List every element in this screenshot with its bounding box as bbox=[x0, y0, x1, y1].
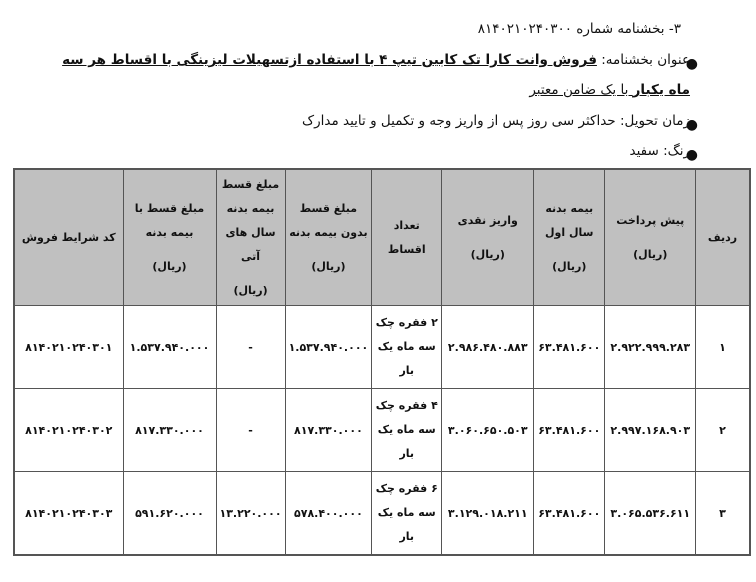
table-row bbox=[14, 389, 750, 472]
cell-prepayment: ۲.۹۲۲.۹۹۹.۲۸۳ bbox=[605, 306, 696, 389]
cell-body-insurance-first-year: ۶۳.۴۸۱.۶۰۰ bbox=[534, 472, 605, 556]
circular-title-line-1 bbox=[62, 52, 690, 68]
header-body-insurance-first-year bbox=[534, 169, 605, 306]
header-insurance-installment-future bbox=[216, 169, 285, 306]
delivery-time: زمان تحویل: حداکثر سی روز پس از واریز وجه و تکمیل و تایید مدارک bbox=[302, 113, 690, 129]
color-info: رنگ: سفید bbox=[629, 143, 690, 159]
header-unit: (ریال) bbox=[633, 247, 668, 261]
header-unit: (ریال) bbox=[152, 259, 187, 273]
table-row bbox=[14, 472, 750, 556]
cell-sale-code: ۸۱۴۰۲۱۰۲۴۰۳۰۱ bbox=[14, 306, 123, 389]
cell-installments-count: ۶ فقره چک سه ماه یک بار bbox=[372, 472, 442, 556]
cell-insurance-installment-future: - bbox=[216, 389, 285, 472]
header-label: بیمه بدنه سال اول bbox=[545, 201, 594, 239]
cell-installment-no-insurance: ۵۷۸.۴۰۰.۰۰۰ bbox=[285, 472, 372, 556]
header-label: ردیف bbox=[707, 230, 738, 244]
sales-conditions-table bbox=[13, 168, 751, 556]
cell-installments-count: ۲ فقره چک سه ماه یک بار bbox=[372, 306, 442, 389]
header-label: مبلغ قسط با بیمه بدنه bbox=[134, 201, 205, 239]
cell-installment-with-insurance: ۱.۵۳۷.۹۴۰.۰۰۰ bbox=[123, 306, 216, 389]
header-unit: (ریال) bbox=[311, 259, 346, 273]
cell-cash-deposit: ۳.۱۲۹.۰۱۸.۲۱۱ bbox=[442, 472, 534, 556]
cell-installment-with-insurance: ۵۹۱.۶۲۰.۰۰۰ bbox=[123, 472, 216, 556]
cell-prepayment: ۳.۰۶۵.۵۳۶.۶۱۱ bbox=[605, 472, 696, 556]
header-label: واریز نقدی bbox=[457, 213, 518, 227]
circular-title-line-2 bbox=[529, 82, 690, 98]
cell-installment-no-insurance: ۱.۵۳۷.۹۴۰.۰۰۰ bbox=[285, 306, 372, 389]
cell-radif: ۱ bbox=[696, 306, 750, 389]
cell-radif: ۲ bbox=[696, 389, 750, 472]
header-sale-code bbox=[14, 169, 123, 306]
header-unit: (ریال) bbox=[470, 247, 505, 261]
header-label: کد شرایط فروش bbox=[21, 230, 116, 244]
header-label: تعداد اقساط bbox=[387, 218, 426, 256]
cell-installment-with-insurance: ۸۱۷.۳۳۰.۰۰۰ bbox=[123, 389, 216, 472]
cell-body-insurance-first-year: ۶۳.۴۸۱.۶۰۰ bbox=[534, 306, 605, 389]
cell-cash-deposit: ۳.۰۶۰.۶۵۰.۵۰۳ bbox=[442, 389, 534, 472]
cell-prepayment: ۲.۹۹۷.۱۶۸.۹۰۳ bbox=[605, 389, 696, 472]
header-cash-deposit bbox=[442, 169, 534, 306]
cell-cash-deposit: ۲.۹۸۶.۴۸۰.۸۸۳ bbox=[442, 306, 534, 389]
cell-insurance-installment-future: ۱۳.۲۲۰.۰۰۰ bbox=[216, 472, 285, 556]
header-installment-with-insurance bbox=[123, 169, 216, 306]
header-label: مبلغ قسط بیمه بدنه سال های آتی bbox=[221, 177, 280, 263]
header-prepayment bbox=[605, 169, 696, 306]
header-installments-count bbox=[372, 169, 442, 306]
cell-body-insurance-first-year: ۶۳.۴۸۱.۶۰۰ bbox=[534, 389, 605, 472]
cell-radif: ۳ bbox=[696, 472, 750, 556]
section-title: ۳- بخشنامه شماره ۸۱۴۰۲۱۰۲۴۰۳۰۰ bbox=[477, 21, 681, 37]
header-installment-no-insurance bbox=[285, 169, 372, 306]
title-bold-1: فروش وانت کارا تک کابین تیپ ۴ با استفاده ازتسهیلات لیزینگی با اقساط هر سه bbox=[62, 52, 597, 68]
bullet-icon: ● bbox=[685, 56, 698, 72]
title-rest: با یک ضامن معتبر bbox=[529, 82, 633, 98]
header-unit: (ریال) bbox=[233, 283, 268, 297]
cell-installment-no-insurance: ۸۱۷.۳۳۰.۰۰۰ bbox=[285, 389, 372, 472]
header-label: پیش پرداخت bbox=[616, 213, 685, 227]
title-bold-2: ماه یکبار bbox=[632, 82, 690, 98]
cell-sale-code: ۸۱۴۰۲۱۰۲۴۰۳۰۲ bbox=[14, 389, 123, 472]
cell-installments-count: ۴ فقره چک سه ماه یک بار bbox=[372, 389, 442, 472]
header-unit: (ریال) bbox=[552, 259, 587, 273]
bullet-icon: ● bbox=[685, 147, 698, 163]
header-label: مبلغ قسط بدون بیمه بدنه bbox=[289, 201, 368, 239]
cell-sale-code: ۸۱۴۰۲۱۰۲۴۰۳۰۳ bbox=[14, 472, 123, 556]
title-label: عنوان بخشنامه: bbox=[601, 52, 690, 68]
header-radif bbox=[696, 169, 750, 306]
bullet-icon: ● bbox=[685, 117, 698, 133]
cell-insurance-installment-future: - bbox=[216, 306, 285, 389]
table-row bbox=[14, 306, 750, 389]
